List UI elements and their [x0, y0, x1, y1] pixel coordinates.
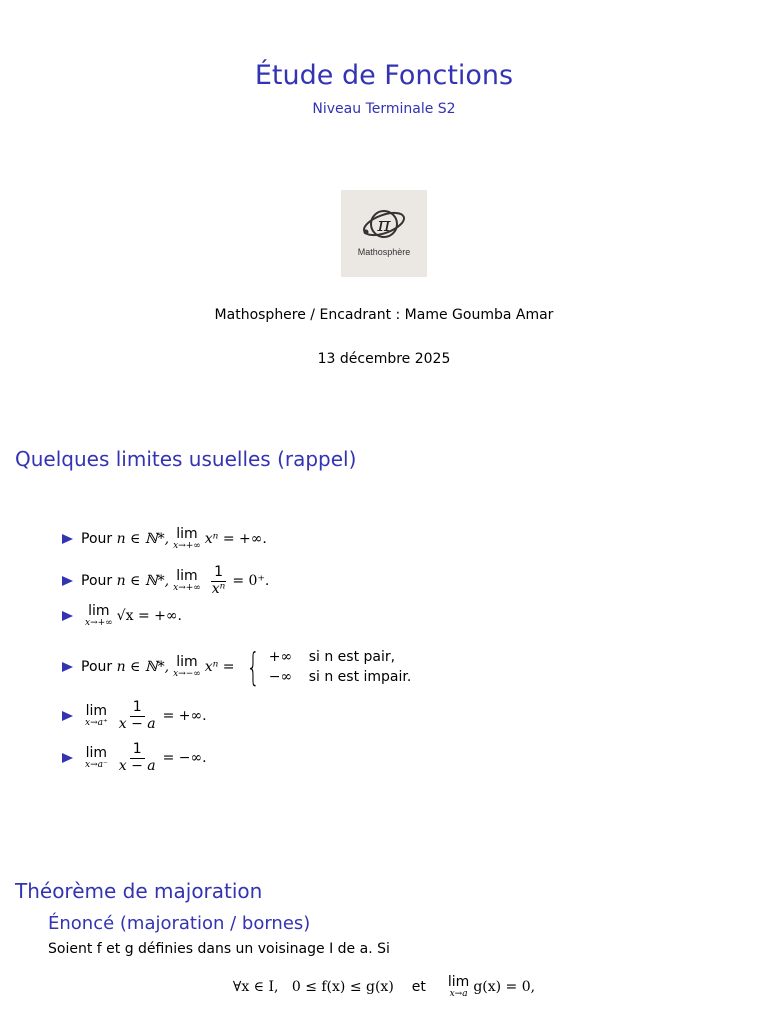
- list-item: Pour n ∈ ℕ*, lim x→+∞ $\frac{1}{\text{xⁿ}}$ = 0⁺.: [62, 561, 269, 601]
- section-heading-theorem: Théorème de majoration: [15, 879, 263, 903]
- logo-label: Mathosphère: [357, 247, 411, 257]
- subsection-heading: Énoncé (majoration / bornes): [48, 913, 311, 934]
- svg-text:π: π: [377, 212, 391, 236]
- bullet-icon: [62, 576, 73, 586]
- list-item: lim x→a⁻ $\frac{1}{x - a}$ = −∞.: [62, 738, 207, 778]
- list-item: lim x→+∞ √x = +∞.: [62, 596, 182, 636]
- date-line: 13 décembre 2025: [317, 351, 451, 367]
- cases-block: { +∞ si n est pair, −∞ si n est impair.: [245, 645, 412, 689]
- author-line: Mathosphere / Encadrant : Mame Goumba Amar: [214, 307, 554, 323]
- bullet-icon: [62, 753, 73, 763]
- list-item: Pour n ∈ ℕ*, lim x→−∞ xⁿ = { +∞ si n est pair, −∞ si n est impair.: [62, 645, 411, 689]
- bullet-icon: [62, 662, 73, 672]
- section-heading-limits: Quelques limites usuelles (rappel): [15, 447, 357, 471]
- list-item: lim x→a⁺ $\frac{1}{x - a}$ = +∞.: [62, 696, 207, 736]
- bullet-icon: [62, 711, 73, 721]
- theorem-text: Soient f et g définies dans un voisinage I de a. Si: [48, 941, 390, 957]
- display-equation: ∀x ∈ I, 0 ≤ f(x) ≤ g(x) et lim x→a g(x) = 0,: [232, 974, 536, 999]
- bullet-icon: [62, 611, 73, 621]
- logo: [341, 190, 427, 277]
- list-item: Pour n ∈ ℕ*, lim x→+∞ xⁿ = +∞.: [62, 519, 267, 559]
- pi-orbit-icon: [359, 204, 409, 244]
- page-title: Étude de Fonctions: [254, 60, 514, 91]
- page-subtitle: Niveau Terminale S2: [312, 101, 456, 117]
- bullet-icon: [62, 534, 73, 544]
